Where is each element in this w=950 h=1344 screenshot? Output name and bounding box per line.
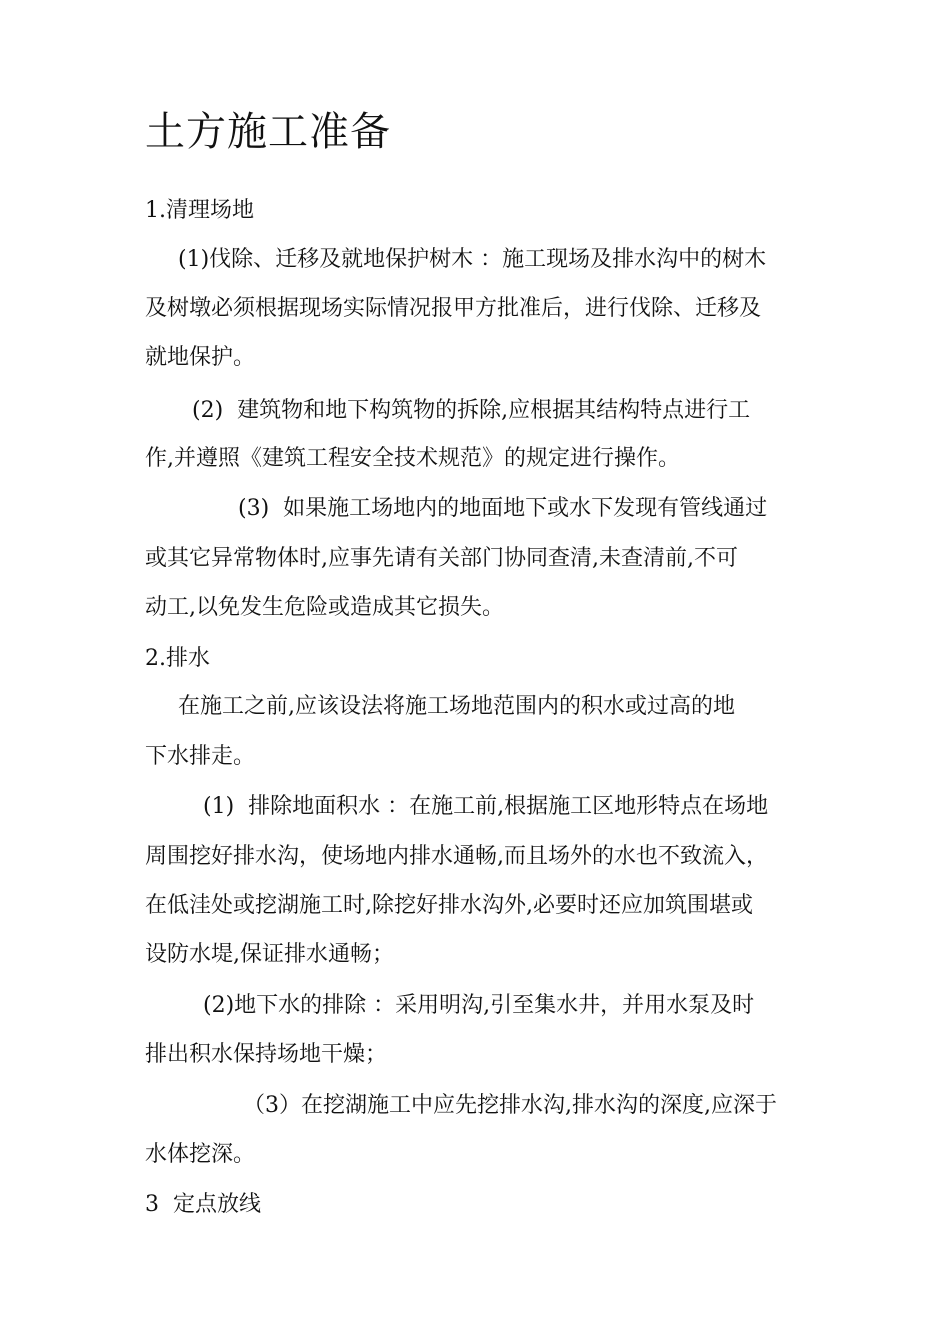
paragraph-line: 水体挖深。	[145, 1142, 256, 1167]
paragraph-line: 在低洼处或挖湖施工时,除挖好排水沟外,必要时还应加筑围堪或	[145, 893, 753, 918]
paragraph-line: (1) 排除地面积水 ：在施工前,根据施工区地形特点在场地	[203, 794, 769, 819]
section-heading-1: 1.清理场地	[145, 198, 254, 223]
paragraph-line: 或其它异常物体时,应事先请有关部门协同查清,未查清前,不可	[145, 546, 738, 571]
section-heading-2: 2.排水	[145, 646, 210, 671]
paragraph-line: (1)伐除、迁移及就地保护树木 ：施工现场及排水沟中的树木	[178, 247, 767, 272]
paragraph-line: 下水排走。	[145, 744, 256, 769]
paragraph-line: 在施工之前,应该设法将施工场地范围内的积水或过高的地	[178, 694, 735, 719]
paragraph-line: 动工,以免发生危险或造成其它损失。	[145, 595, 504, 620]
paragraph-line: (3) 如果施工场地内的地面地下或水下发现有管线通过	[238, 496, 768, 521]
paragraph-line: 作,并遵照《建筑工程安全技术规范》的规定进行操作。	[145, 446, 680, 471]
section-heading-3: 3 定点放线	[145, 1192, 261, 1217]
paragraph-line: 排出积水保持场地干燥；	[145, 1042, 388, 1067]
paragraph-line: 周围挖好排水沟，使场地内排水通畅,而且场外的水也不致流入，	[145, 844, 768, 869]
paragraph-line: 设防水堤,保证排水通畅；	[145, 942, 394, 967]
document-title: 土方施工准备	[145, 109, 391, 155]
paragraph-line: （3）在挖湖施工中应先挖排水沟,排水沟的深度,应深于	[243, 1093, 777, 1118]
paragraph-line: 就地保护。	[145, 345, 256, 370]
paragraph-line: 及树墩必须根据现场实际情况报甲方批准后，进行伐除、迁移及	[145, 296, 762, 321]
paragraph-line: (2) 建筑物和地下构筑物的拆除,应根据其结构特点进行工	[192, 398, 751, 423]
paragraph-line: (2)地下水的排除 ：采用明沟,引至集水井，并用水泵及时	[203, 993, 755, 1018]
